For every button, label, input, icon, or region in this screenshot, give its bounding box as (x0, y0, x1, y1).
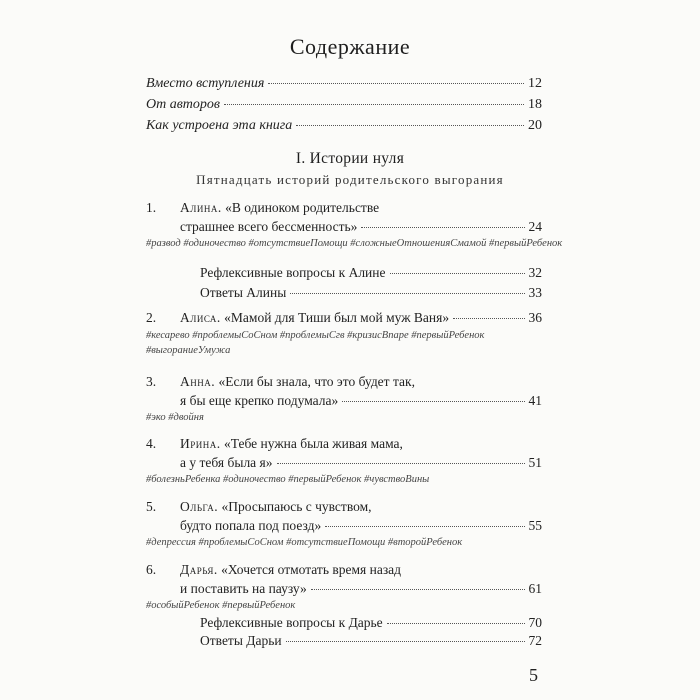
leader-dots (286, 641, 525, 642)
sub-entry-page: 33 (528, 285, 542, 300)
toc-entry-label: Вместо вступления (146, 76, 265, 91)
chapter-heading (180, 198, 379, 217)
leader-dots (277, 463, 525, 464)
leader-dots (361, 227, 524, 228)
chapter-6 (146, 560, 542, 598)
chapter-title-row-2 (146, 516, 542, 535)
toc-entry-from-authors (146, 97, 542, 113)
chapter-number: 3. (146, 374, 157, 389)
chapter-4 (146, 434, 542, 472)
chapter-page: 55 (528, 518, 542, 533)
chapter-title-line1: «Тебе нужна была живая мама, (224, 436, 403, 451)
leader-dots (224, 104, 524, 105)
leader-dots (387, 623, 525, 624)
leader-dots (268, 83, 524, 84)
chapter-title-row (146, 308, 542, 327)
toc-entry-intro (146, 76, 542, 92)
chapter-tags: #болезньРебенка #одиночество #первыйРебенок #чувствоВины (146, 474, 430, 485)
chapter-title-row (146, 434, 542, 453)
page-number: 5 (529, 665, 538, 685)
chapter-page: 61 (528, 581, 542, 596)
chapter-number: 5. (146, 499, 157, 514)
chapter-title-line1: «Хочется отмотать время назад (221, 562, 402, 577)
chapter-tags: #кесарево #проблемыСоСном #проблемыСгв #кризисВпаре #первыйРебенок #выгораниеУмужа (146, 330, 485, 356)
sub-entry-reflexive-questions-6 (200, 615, 542, 631)
sub-entry-reflexive-questions-1 (200, 265, 542, 281)
section-subtitle: Пятнадцать историй родительского выгорания (196, 172, 504, 187)
chapter-tags: #особыйРебенок #первыйРебенок (146, 600, 296, 611)
chapter-tags: #депрессия #проблемыСоСном #отсутствиеПомощи #второйРебенок (146, 537, 463, 548)
chapter-heroine: Дарья. (180, 562, 218, 577)
chapter-heroine: Алина. (180, 200, 222, 215)
chapter-title-line1: «В одиноком родительстве (225, 200, 380, 215)
chapter-tags: #развод #одиночество #отсутствиеПомощи #сложныеОтношенияСмамой #первыйРебенок (146, 238, 563, 249)
sub-entry-answers-6 (200, 633, 542, 649)
leader-dots (325, 526, 524, 527)
chapter-title-row (146, 497, 542, 516)
toc-entry-label: Как устроена эта книга (146, 118, 293, 133)
section-title: I. Истории нуля (295, 150, 405, 167)
leader-dots (390, 273, 525, 274)
sub-entry-page: 32 (528, 265, 542, 280)
chapter-page: 24 (528, 219, 542, 234)
sub-entry-page: 72 (528, 633, 542, 648)
chapter-tags: #эко #двойня (146, 412, 204, 423)
chapter-page: 51 (528, 455, 542, 470)
toc-entry-page: 12 (528, 76, 542, 91)
chapter-heading (180, 560, 401, 579)
chapter-title-row-2 (146, 217, 542, 236)
chapter-title-line2: и поставить на паузу» (180, 581, 307, 596)
chapter-number: 2. (146, 310, 157, 325)
chapter-heading (180, 434, 403, 453)
sub-entry-page: 70 (528, 615, 542, 630)
chapter-title-row-2 (146, 453, 542, 472)
leader-dots (290, 293, 524, 294)
chapter-heading (180, 497, 372, 516)
chapter-page: 41 (528, 393, 542, 408)
chapter-2 (146, 308, 542, 327)
chapter-heroine: Ольга. (180, 499, 219, 514)
sub-entry-label: Ответы Дарьи (200, 633, 282, 648)
chapter-title-row (146, 198, 542, 217)
sub-entry-label: Рефлексивные вопросы к Дарье (200, 615, 383, 630)
page-title: Содержание (289, 34, 411, 59)
chapter-number: 1. (146, 200, 157, 215)
chapter-title-row (146, 560, 542, 579)
sub-entry-label: Ответы Алины (200, 285, 287, 300)
sub-entry-label: Рефлексивные вопросы к Алине (200, 265, 386, 280)
chapter-number: 6. (146, 562, 157, 577)
chapter-1 (146, 198, 542, 236)
leader-dots (311, 589, 525, 590)
sub-entry-answers-1 (200, 285, 542, 301)
chapter-title-line1: «Если бы знала, что это будет так, (218, 374, 415, 389)
chapter-title-line1: «Просыпаюсь с чувством, (221, 499, 372, 514)
toc-entry-book-structure (146, 118, 542, 134)
chapter-heroine: Алиса. (180, 310, 221, 325)
chapter-5 (146, 497, 542, 535)
chapter-page: 36 (528, 310, 542, 325)
chapter-title-line2: страшнее всего бессменность» (180, 219, 358, 234)
toc-entry-label: От авторов (146, 97, 220, 112)
chapter-title-row-2 (146, 579, 542, 598)
chapter-title-row (146, 372, 542, 391)
chapter-title-line2: будто попала под поезд» (180, 518, 322, 533)
chapter-heroine: Анна. (180, 374, 216, 389)
chapter-3 (146, 372, 542, 410)
leader-dots (342, 401, 524, 402)
chapter-title-line2: а у тебя была я» (180, 455, 273, 470)
leader-dots (453, 318, 524, 319)
chapter-title-line2: я бы еще крепко подумала» (180, 393, 339, 408)
chapter-heroine: Ирина. (180, 436, 221, 451)
leader-dots (296, 125, 524, 126)
chapter-title-line1: «Мамой для Тиши был мой муж Ваня» (224, 310, 450, 325)
chapter-title-row-2 (146, 391, 542, 410)
toc-entry-page: 18 (528, 97, 542, 112)
chapter-heading (180, 372, 415, 391)
chapter-number: 4. (146, 436, 157, 451)
toc-entry-page: 20 (528, 118, 542, 133)
